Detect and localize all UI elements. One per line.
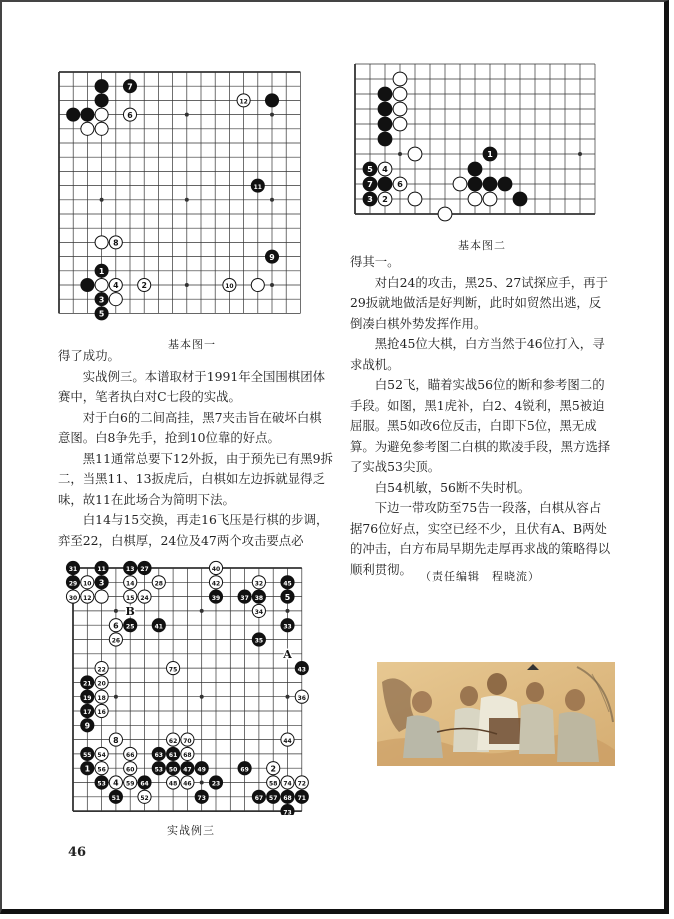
move-number: 22 [97,666,106,674]
white-stone [95,747,108,760]
black-stone [281,590,294,603]
move-number: 6 [397,179,403,190]
move-number: 7 [127,82,133,92]
black-stone [363,192,377,206]
move-number: 64 [140,780,149,788]
black-stone [483,147,497,161]
move-number: 4 [382,164,388,175]
move-number: 71 [297,795,306,802]
move-number: 23 [211,780,221,788]
move-number: 39 [211,594,221,602]
white-stone [123,108,136,121]
go-diagram-game-3 [58,553,321,815]
black-stone [123,80,136,93]
move-number: 32 [254,580,264,588]
white-stone [393,87,407,101]
move-number: 14 [126,580,135,588]
black-stone [152,747,165,760]
white-stone [167,776,180,789]
black-stone [81,762,94,775]
black-stone [167,747,180,760]
move-number: 1 [487,149,493,160]
white-stone [95,236,108,249]
move-number: 16 [97,709,106,717]
white-stone [109,733,122,746]
move-number: 26 [111,637,121,645]
black-stone [238,590,251,603]
move-number: 47 [183,766,192,774]
move-number: 70 [183,737,192,745]
caption-game-3: 实战例三 [167,824,215,837]
move-number: 10 [83,580,92,588]
black-stone [81,278,94,291]
black-stone [67,108,80,121]
paragraph: 得了成功。 [58,348,120,363]
black-stone [238,762,251,775]
black-stone [167,762,180,775]
move-number: 75 [168,666,178,674]
move-number: 53 [97,780,106,788]
painting-illustration [377,662,615,766]
move-number: 60 [126,766,135,774]
black-stone [109,790,122,803]
black-stone [66,576,79,589]
white-stone [252,576,265,589]
white-stone [167,733,180,746]
move-number: 1 [98,267,105,276]
white-stone [267,776,280,789]
black-stone [265,94,278,107]
black-stone [95,80,108,93]
white-stone [209,561,222,574]
white-stone [81,122,94,135]
paragraph: 得其一。 [350,254,400,269]
white-stone [453,177,467,191]
black-stone [378,87,392,101]
black-stone [81,108,94,121]
white-stone [109,776,122,789]
black-stone [378,177,392,191]
board-letter-label: A [283,647,292,661]
move-number: 3 [367,194,373,205]
move-number: 4 [113,778,119,788]
move-number: 56 [97,766,106,774]
black-stone [483,177,497,191]
black-stone [95,94,108,107]
white-stone [95,762,108,775]
move-number: 44 [283,737,292,745]
move-number: 30 [68,594,78,602]
move-number: 72 [297,780,306,788]
move-number: 53 [154,766,163,774]
go-diagram-basic-1 [58,70,308,328]
white-stone [237,94,250,107]
move-number: 59 [126,780,135,788]
white-stone [408,147,422,161]
paragraph: 黑11通常总要下12外扳，由于预先已有黑9拆二，当黑11、13扳虎后，白棋如左边拆就显得乏味，故11在此场合为简明下法。 [58,450,333,507]
white-stone [95,690,108,703]
black-stone [152,619,165,632]
paragraph: 对白24的攻击，黑25、27试探应手，再于29扳就地做活是好判断，此时如贸然出逃，反倒凑白棋外势发挥作用。 [350,274,608,331]
move-number: 25 [126,623,135,631]
white-stone [81,590,94,603]
white-stone [95,590,108,603]
move-number: 29 [68,580,78,588]
black-stone [251,179,264,192]
move-number: 35 [254,637,264,645]
white-stone [152,576,165,589]
black-stone [378,132,392,146]
black-stone [281,619,294,632]
black-stone [124,561,137,574]
move-number: 5 [284,592,291,602]
move-number: 21 [83,680,92,688]
move-number: 10 [225,283,234,291]
black-stone [252,590,265,603]
black-stone [195,790,208,803]
move-number: 9 [269,252,275,262]
move-number: 62 [168,737,178,745]
black-stone [95,307,108,320]
move-number: 31 [68,566,78,574]
white-stone [138,790,151,803]
white-stone [281,776,294,789]
black-stone [95,264,108,277]
move-number: 51 [111,795,121,802]
move-number: 11 [97,566,106,574]
move-number: 45 [283,580,292,588]
black-stone [66,561,79,574]
black-stone [138,561,151,574]
article-text-right [350,252,612,580]
move-number: 50 [168,766,178,774]
move-number: 8 [113,238,119,248]
white-stone [109,633,122,646]
white-stone [223,278,236,291]
white-stone [95,278,108,291]
white-stone [393,102,407,116]
white-stone [66,590,79,603]
white-stone [393,72,407,86]
white-stone [408,192,422,206]
move-number: 9 [84,721,91,731]
move-number: 6 [127,110,133,120]
white-stone [209,576,222,589]
move-number: 43 [297,666,306,674]
move-number: 40 [211,566,221,574]
move-number: 24 [140,594,149,602]
black-stone [209,776,222,789]
move-number: 41 [154,623,163,631]
white-stone [267,762,280,775]
board-letter-label: B [125,604,135,618]
board-grid [59,72,300,313]
white-stone [124,576,137,589]
move-number: 74 [283,780,292,788]
paragraph: 白14与15交换，再走16飞压是行棋的步调，弈至22，白棋厚，24位及47两个攻击要点必 [58,512,329,548]
move-number: 36 [297,694,306,702]
black-stone [498,177,512,191]
white-stone [181,776,194,789]
move-number: 5 [98,309,105,319]
black-stone [209,590,222,603]
move-number: 5 [367,164,373,175]
paragraph: 白54机敏，56断不失时机。 [374,479,531,495]
move-number: 68 [283,795,292,802]
move-number: 2 [382,194,388,205]
move-number: 49 [197,766,206,774]
white-stone [95,108,108,121]
move-number: 2 [270,764,276,774]
black-stone [252,633,265,646]
white-stone [181,747,194,760]
white-stone [95,122,108,135]
move-number: 69 [240,766,249,774]
black-stone [468,177,482,191]
move-number: 2 [141,281,147,291]
black-stone [363,177,377,191]
black-stone [513,192,527,206]
move-number: 11 [253,183,262,191]
move-number: 4 [113,281,119,291]
paragraph: 下边一带攻防至75告一段落，白棋从容占据76位好点，实空已经不少，且伏有A、B两处的冲击，白方布局早期先走厚再求战的策略得以顺利贯彻。 [350,500,611,577]
white-stone [95,662,108,675]
black-stone [281,805,294,815]
move-number: 6 [113,621,119,631]
black-stone [195,762,208,775]
white-stone [95,676,108,689]
go-diagram-basic-2 [353,62,609,222]
move-number: 8 [113,735,119,745]
white-stone [95,704,108,717]
white-stone [393,117,407,131]
caption-basic-1: 基本图一 [168,338,216,351]
white-stone [468,192,482,206]
paragraph: 黑抢45位大棋，白方当然于46位打入，寻求战机。 [350,336,605,372]
white-stone [252,604,265,617]
black-stone [267,790,280,803]
black-stone [281,576,294,589]
move-number: 17 [83,709,92,717]
black-stone [81,719,94,732]
black-stone [81,704,94,717]
page-number: 46 [68,845,87,860]
white-stone [438,207,452,221]
white-stone [281,733,294,746]
move-number: 7 [367,179,373,190]
move-number: 27 [140,566,149,574]
white-stone [167,662,180,675]
black-stone [252,790,265,803]
black-stone [124,619,137,632]
black-stone [378,117,392,131]
move-number: 1 [84,764,91,774]
move-number: 73 [283,809,292,815]
move-number: 12 [239,98,248,106]
white-stone [109,293,122,306]
white-stone [295,776,308,789]
move-number: 48 [168,780,178,788]
white-stone [393,177,407,191]
white-stone [138,590,151,603]
paragraph: 白52飞，瞄着实战56位的断和参考图二的手段。如图，黑1虎补，白2、4锐利，黑5被迫屈服。黑5如改6位反击，白即下5位，黑无成算。为避免参考图二白棋的欺凌手段，黑方选择了实战53尖顶。 [350,377,611,474]
black-stone [81,676,94,689]
white-stone [124,747,137,760]
white-stone [251,278,264,291]
black-stone [95,776,108,789]
move-number: 34 [254,609,264,617]
white-stone [295,690,308,703]
move-number: 13 [126,566,135,574]
black-stone [95,561,108,574]
white-stone [378,162,392,176]
black-stone [378,102,392,116]
move-number: 54 [97,752,106,760]
move-number: 52 [140,795,149,802]
move-number: 68 [183,752,192,760]
move-number: 61 [168,752,178,760]
black-stone [95,293,108,306]
move-number: 67 [254,795,264,802]
move-number: 66 [126,752,135,760]
white-stone [124,762,137,775]
move-number: 18 [97,694,106,702]
move-number: 73 [197,795,206,802]
move-number: 12 [83,594,92,602]
move-number: 33 [283,623,292,631]
paragraph: 实战例三。本谱取材于1991年全国围棋团体赛中，笔者执白对C七段的实战。 [58,368,325,404]
move-number: 19 [83,694,92,702]
black-stone [81,690,94,703]
white-stone [138,278,151,291]
black-stone [95,576,108,589]
move-number: 63 [154,752,163,760]
black-stone [181,762,194,775]
black-stone [81,747,94,760]
caption-basic-2: 基本图二 [458,239,506,252]
move-number: 3 [98,578,105,588]
black-stone [265,250,278,263]
white-stone [124,776,137,789]
white-stone [109,278,122,291]
move-number: 42 [211,580,221,588]
white-stone [378,192,392,206]
move-number: 3 [98,295,105,305]
white-stone [124,590,137,603]
black-stone [295,790,308,803]
move-number: 20 [97,680,106,688]
black-stone [295,662,308,675]
black-stone [152,762,165,775]
editor-note: （责任编辑 程晓流） [420,570,540,583]
move-number: 58 [269,780,278,788]
black-stone [363,162,377,176]
move-number: 55 [83,752,92,760]
white-stone [109,236,122,249]
white-stone [483,192,497,206]
move-number: 38 [254,594,264,602]
move-number: 37 [240,594,249,602]
black-stone [138,776,151,789]
black-stone [281,790,294,803]
article-text-left [58,346,333,551]
white-stone [181,733,194,746]
black-stone [468,162,482,176]
move-number: 28 [154,580,163,588]
paragraph: 对于白6的二间高挂，黑7夹击旨在破坏白棋意图。白8争先手，抢到10位靠的好点。 [58,409,322,445]
move-number: 46 [183,780,192,788]
white-stone [81,576,94,589]
white-stone [109,619,122,632]
move-number: 57 [269,795,278,802]
move-number: 15 [126,594,135,602]
